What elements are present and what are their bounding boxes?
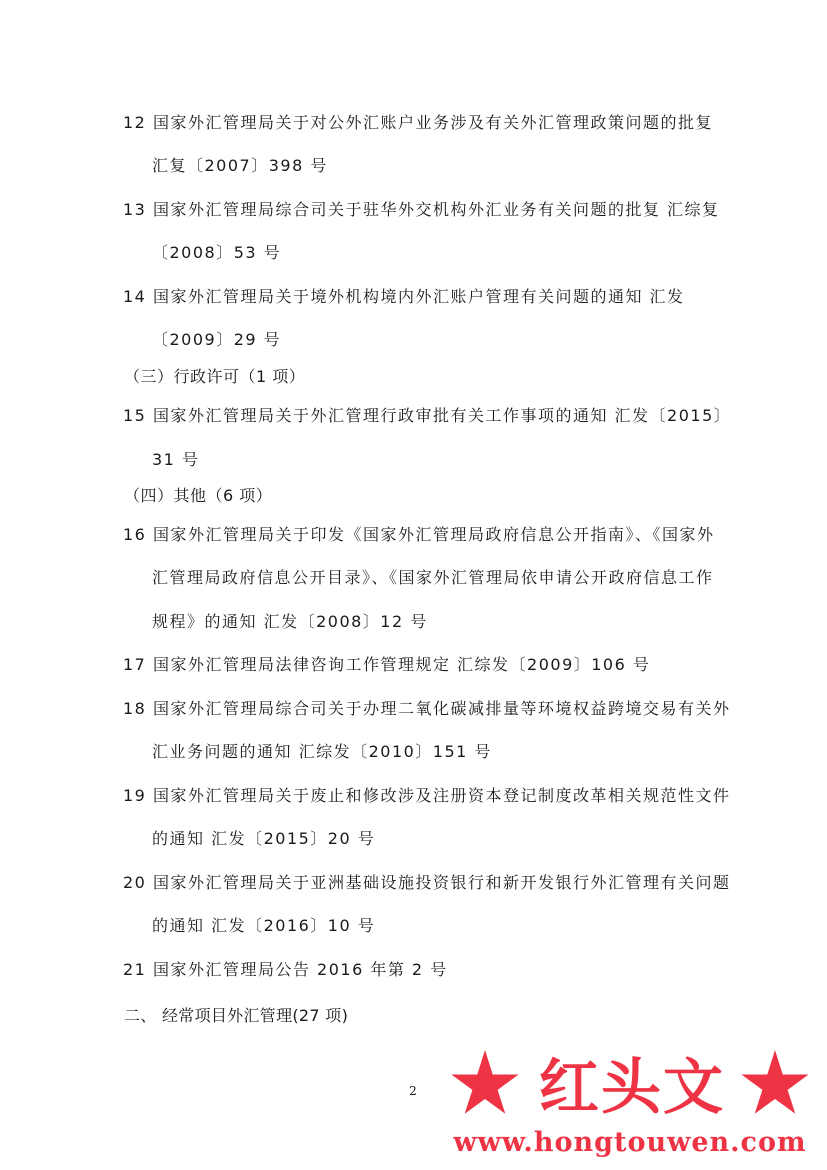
entry-12-line-2: 汇复〔2007〕398 号 xyxy=(152,156,328,175)
entry-15-line-1: 15 国家外汇管理局关于外汇管理行政审批有关工作事项的通知 汇发〔2015〕 xyxy=(123,406,732,425)
entry-13-line-1: 13 国家外汇管理局综合司关于驻华外交机构外汇业务有关问题的批复 汇综复 xyxy=(123,200,720,219)
star-icon xyxy=(740,1050,810,1120)
watermark-banner xyxy=(440,1046,820,1136)
star-icon xyxy=(450,1050,520,1120)
entry-16-line-1: 16 国家外汇管理局关于印发《国家外汇管理局政府信息公开指南》、《国家外 xyxy=(123,525,715,544)
entry-18-line-1: 18 国家外汇管理局综合司关于办理二氧化碳减排量等环境权益跨境交易有关外 xyxy=(123,699,731,718)
watermark-url: www.hongtouwen.com xyxy=(453,1127,807,1158)
entry-14-line-2: 〔2009〕29 号 xyxy=(152,330,282,349)
entry-18-line-2: 汇业务问题的通知 汇综发〔2010〕151 号 xyxy=(152,742,492,761)
entry-16-line-3: 规程》的通知 汇发〔2008〕12 号 xyxy=(152,612,428,631)
section-heading-admin-license: （三）行政许可（1 项） xyxy=(124,367,306,386)
entry-16-line-2: 汇管理局政府信息公开目录》、《国家外汇管理局依申请公开政府信息工作 xyxy=(152,568,714,587)
entry-20-line-1: 20 国家外汇管理局关于亚洲基础设施投资银行和新开发银行外汇管理有关问题 xyxy=(123,873,731,892)
entry-12-line-1: 12 国家外汇管理局关于对公外汇账户业务涉及有关外汇管理政策问题的批复 xyxy=(123,113,713,132)
watermark-title: 红头文 xyxy=(539,1053,725,1123)
entry-19-line-1: 19 国家外汇管理局关于废止和修改涉及注册资本登记制度改革相关规范性文件 xyxy=(123,786,731,805)
entry-19-line-2: 的通知 汇发〔2015〕20 号 xyxy=(152,829,376,848)
entry-14-line-1: 14 国家外汇管理局关于境外机构境内外汇账户管理有关问题的通知 汇发 xyxy=(123,287,685,306)
page-number: 2 xyxy=(409,1084,417,1098)
chapter-heading: 二、 经常项目外汇管理(27 项) xyxy=(124,1006,349,1025)
entry-13-line-2: 〔2008〕53 号 xyxy=(152,243,282,262)
entry-21-line-1: 21 国家外汇管理局公告 2016 年第 2 号 xyxy=(123,960,448,979)
entry-15-line-2: 31 号 xyxy=(152,450,200,469)
entry-17-line-1: 17 国家外汇管理局法律咨询工作管理规定 汇综发〔2009〕106 号 xyxy=(123,655,651,674)
section-heading-other: （四）其他（6 项） xyxy=(124,486,273,505)
watermark xyxy=(440,1046,820,1166)
entry-20-line-2: 的通知 汇发〔2016〕10 号 xyxy=(152,916,376,935)
